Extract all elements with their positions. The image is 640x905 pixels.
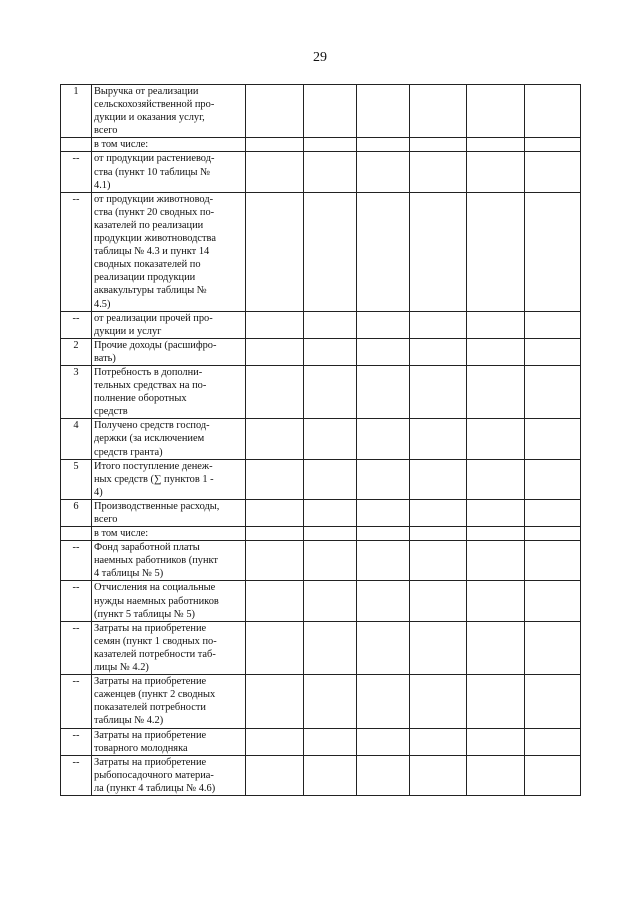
description-line: продукции животноводства [94,233,216,245]
table-row [61,581,581,621]
empty-value-cell [304,581,357,621]
empty-value-cell [410,419,467,459]
row-number: -- [61,675,92,728]
row-description [92,338,246,365]
row-number [61,527,92,541]
description-line: наемных работников (пункт [94,555,218,567]
empty-value-cell [467,621,525,674]
description-line: полнение оборотных [94,393,187,405]
empty-value-cell [304,365,357,418]
row-description [92,541,246,581]
row-number: 6 [61,499,92,526]
empty-value-cell [410,459,467,499]
empty-value-cell [357,152,410,192]
table-row [61,541,581,581]
empty-value-cell [357,527,410,541]
empty-value-cell [467,459,525,499]
row-description [92,728,246,755]
empty-value-cell [246,85,304,138]
description-line: лицы № 4.2) [94,662,149,674]
empty-value-cell [246,499,304,526]
empty-value-cell [246,728,304,755]
empty-value-cell [357,459,410,499]
description-line: показателей потребности [94,702,206,714]
empty-value-cell [410,755,467,795]
empty-value-cell [410,138,467,152]
empty-value-cell [357,192,410,311]
table-row [61,499,581,526]
description-line: Затраты на приобретение [94,676,207,688]
empty-value-cell [304,728,357,755]
empty-value-cell [525,755,581,795]
empty-value-cell [246,152,304,192]
description-line: от продукции растениевод- [94,153,215,165]
empty-value-cell [357,755,410,795]
empty-value-cell [525,499,581,526]
row-number: -- [61,192,92,311]
empty-value-cell [525,541,581,581]
description-line: Потребность в дополни- [94,366,203,378]
description-line: Производственные расходы, [94,500,220,512]
row-number: -- [61,541,92,581]
empty-value-cell [525,152,581,192]
row-number: -- [61,311,92,338]
table-row [61,152,581,192]
row-description [92,152,246,192]
empty-value-cell [357,419,410,459]
empty-value-cell [410,499,467,526]
table-row [61,621,581,674]
row-number: -- [61,755,92,795]
empty-value-cell [467,419,525,459]
empty-value-cell [410,621,467,674]
empty-value-cell [525,338,581,365]
table-row [61,85,581,138]
row-description [92,85,246,138]
empty-value-cell [357,728,410,755]
row-number: 2 [61,338,92,365]
empty-value-cell [525,365,581,418]
empty-value-cell [357,85,410,138]
empty-value-cell [246,621,304,674]
row-number: -- [61,581,92,621]
empty-value-cell [410,192,467,311]
description-line: средств гранта) [94,446,163,458]
table-row [61,459,581,499]
description-line: ства (пункт 10 таблицы № [94,166,211,178]
description-line: казателей потребности таб- [94,648,216,660]
row-number: -- [61,152,92,192]
description-line: таблицы № 4.2) [94,715,164,727]
description-line: всего [94,514,118,525]
row-number: -- [61,728,92,755]
description-line: реализации продукции [94,272,196,284]
description-line: товарного молодняка [94,742,188,754]
row-description [92,621,246,674]
description-line: в том числе: [94,139,149,151]
empty-value-cell [304,675,357,728]
empty-value-cell [467,728,525,755]
description-line: от продукции животновод- [94,193,214,205]
description-line: ных средств (∑ пунктов 1 - [94,473,214,485]
table-row [61,311,581,338]
table-row [61,419,581,459]
row-description [92,499,246,526]
row-description [92,675,246,728]
description-line: от реализации прочей про- [94,312,213,324]
empty-value-cell [525,527,581,541]
empty-value-cell [525,85,581,138]
description-line: тельных средствах на по- [94,380,207,392]
empty-value-cell [410,527,467,541]
page-number: 29 [313,50,327,65]
empty-value-cell [246,138,304,152]
empty-value-cell [304,541,357,581]
description-line: нужды наемных работников [94,595,219,607]
description-line: сельскохозяйственной про- [94,99,215,111]
description-line: Затраты на приобретение [94,756,207,768]
description-line: сводных показателей по [94,259,201,271]
empty-value-cell [357,499,410,526]
empty-value-cell [357,581,410,621]
description-line: всего [94,125,118,137]
description-line: аквакультуры таблицы № [94,285,207,297]
row-description [92,365,246,418]
description-line: ства (пункт 20 сводных по- [94,206,215,218]
empty-value-cell [467,365,525,418]
empty-value-cell [467,541,525,581]
empty-value-cell [304,152,357,192]
empty-value-cell [246,581,304,621]
empty-value-cell [410,365,467,418]
description-line: держки (за исключением [94,433,205,445]
empty-value-cell [304,138,357,152]
empty-value-cell [246,311,304,338]
empty-value-cell [525,675,581,728]
row-number: 1 [61,85,92,138]
description-line: 4.1) [94,179,111,191]
description-line: вать) [94,352,116,364]
empty-value-cell [246,192,304,311]
empty-value-cell [525,728,581,755]
table-row [61,675,581,728]
empty-value-cell [246,459,304,499]
description-line: дукции и услуг [94,325,162,337]
empty-value-cell [246,419,304,459]
table-row [61,138,581,152]
empty-value-cell [467,85,525,138]
description-line: Отчисления на социальные [94,582,216,594]
empty-value-cell [357,621,410,674]
row-description [92,311,246,338]
empty-value-cell [467,311,525,338]
row-number: 3 [61,365,92,418]
empty-value-cell [525,459,581,499]
empty-value-cell [304,85,357,138]
empty-value-cell [467,527,525,541]
empty-value-cell [467,192,525,311]
empty-value-cell [304,527,357,541]
row-number: 4 [61,419,92,459]
description-line: 4) [94,486,103,498]
description-line: рыбопосадочного материа- [94,769,214,781]
table-row [61,728,581,755]
empty-value-cell [246,675,304,728]
empty-value-cell [357,365,410,418]
empty-value-cell [410,152,467,192]
empty-value-cell [525,311,581,338]
row-description [92,419,246,459]
description-line: в том числе: [94,528,149,540]
empty-value-cell [525,138,581,152]
description-line: 4 таблицы № 5) [94,568,164,580]
empty-value-cell [525,192,581,311]
empty-value-cell [304,311,357,338]
description-line: 4.5) [94,298,111,310]
empty-value-cell [525,581,581,621]
empty-value-cell [304,419,357,459]
table-row [61,755,581,795]
empty-value-cell [246,338,304,365]
empty-value-cell [357,675,410,728]
empty-value-cell [304,192,357,311]
description-line: Фонд заработной платы [94,542,200,554]
empty-value-cell [467,755,525,795]
empty-value-cell [357,311,410,338]
description-line: Затраты на приобретение [94,622,207,634]
empty-value-cell [304,755,357,795]
row-description [92,755,246,795]
description-line: дукции и оказания услуг, [94,112,205,124]
description-line: Итого поступление денеж- [94,460,213,472]
empty-value-cell [410,85,467,138]
description-line: ла (пункт 4 таблицы № 4.6) [94,782,216,794]
empty-value-cell [246,365,304,418]
empty-value-cell [304,459,357,499]
description-line: таблицы № 4.3 и пункт 14 [94,246,210,258]
empty-value-cell [467,675,525,728]
empty-value-cell [410,338,467,365]
empty-value-cell [467,499,525,526]
table-row [61,365,581,418]
financial-plan-table [60,84,581,796]
description-line: Прочие доходы (расшифро- [94,339,217,351]
empty-value-cell [357,541,410,581]
empty-value-cell [410,581,467,621]
row-description [92,527,246,541]
empty-value-cell [525,621,581,674]
row-description [92,581,246,621]
description-line: саженцев (пункт 2 сводных [94,689,216,701]
row-number: -- [61,621,92,674]
empty-value-cell [246,755,304,795]
description-line: казателей по реализации [94,219,204,231]
empty-value-cell [304,338,357,365]
description-line: Затраты на приобретение [94,729,207,741]
empty-value-cell [467,138,525,152]
row-description [92,459,246,499]
description-line: семян (пункт 1 сводных по- [94,635,217,647]
empty-value-cell [467,338,525,365]
row-description [92,192,246,311]
empty-value-cell [467,152,525,192]
table-row [61,338,581,365]
empty-value-cell [410,728,467,755]
empty-value-cell [304,499,357,526]
row-number [61,138,92,152]
empty-value-cell [410,541,467,581]
empty-value-cell [525,419,581,459]
row-number: 5 [61,459,92,499]
empty-value-cell [357,338,410,365]
table-row [61,192,581,311]
description-line: Выручка от реализации [94,86,199,97]
description-line: Получено средств господ- [94,420,210,432]
empty-value-cell [410,675,467,728]
description-line: средств [94,406,128,418]
empty-value-cell [246,527,304,541]
empty-value-cell [304,621,357,674]
empty-value-cell [246,541,304,581]
empty-value-cell [467,581,525,621]
empty-value-cell [357,138,410,152]
row-description [92,138,246,152]
empty-value-cell [410,311,467,338]
table-row [61,527,581,541]
description-line: (пункт 5 таблицы № 5) [94,608,195,620]
